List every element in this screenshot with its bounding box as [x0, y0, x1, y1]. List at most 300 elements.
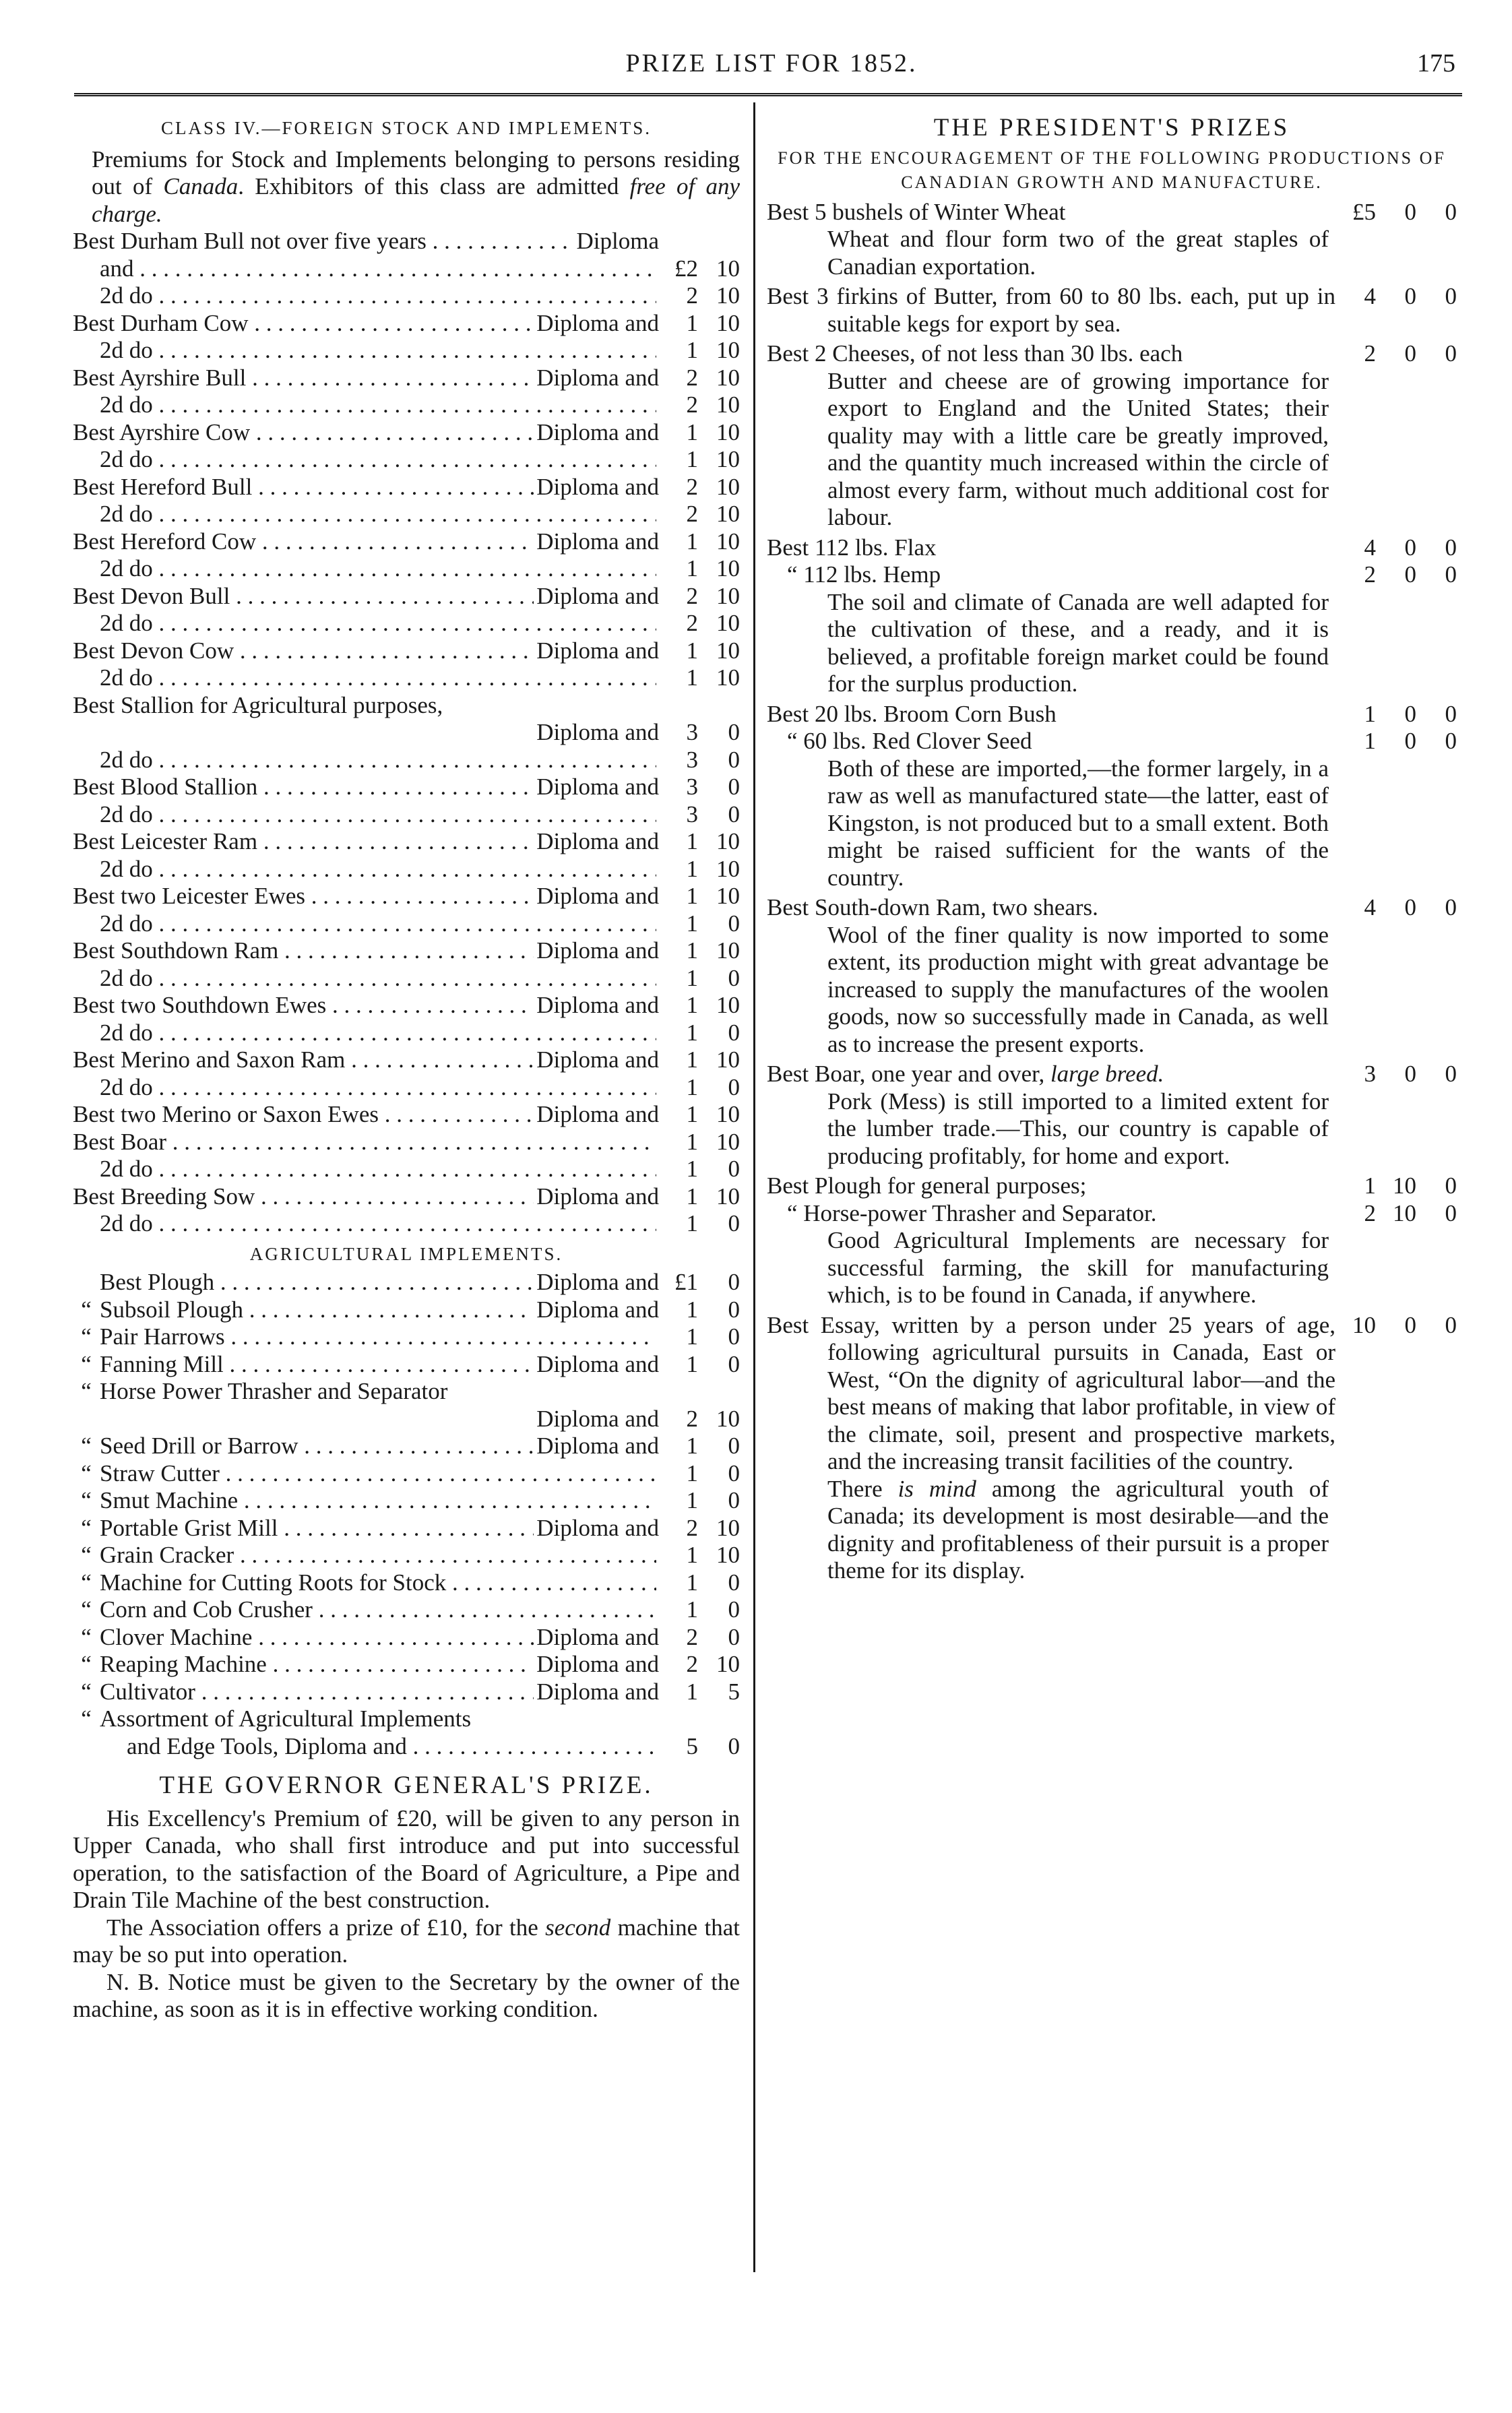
- prize-label-text: 2d do: [100, 501, 153, 527]
- prize-diploma: Diploma and: [536, 1350, 659, 1377]
- prize-label: [73, 1460, 656, 1488]
- prize-label: [73, 583, 534, 610]
- prize-row: [73, 555, 740, 583]
- prize-row: [73, 1542, 740, 1569]
- prize-description: Best South-down Ram, two shears.: [767, 894, 1098, 920]
- prize-label-text: Portable Grist Mill: [100, 1514, 278, 1541]
- amount-part: 0: [1445, 1311, 1457, 1338]
- prize-shillings: 0: [728, 774, 740, 800]
- ditto-mark: “: [81, 1678, 92, 1705]
- prize-shillings: 10: [716, 610, 740, 636]
- prize-description: Best 20 lbs. Broom Corn Bush: [767, 700, 1057, 727]
- prize-pounds: 1: [686, 855, 698, 882]
- president-prize: [767, 1172, 1457, 1309]
- prize-label: [73, 1679, 534, 1706]
- prize-pounds: 2: [686, 1405, 698, 1432]
- prize-shillings: 0: [728, 719, 740, 745]
- class-heading: CLASS IV.—FOREIGN STOCK AND IMPLEMENTS.: [160, 118, 652, 138]
- prize-pounds: 1: [686, 1433, 698, 1459]
- prize-shillings: 10: [716, 883, 740, 909]
- prize-line: [767, 283, 1457, 338]
- amount-part: 1: [1364, 728, 1376, 754]
- prize-row: [73, 937, 740, 965]
- prize-text-italic: large breed.: [1050, 1061, 1164, 1087]
- prize-row: [73, 228, 740, 255]
- prize-shillings: 0: [728, 1569, 740, 1596]
- prize-shillings: 5: [728, 1678, 740, 1705]
- prize-label-text: Best Hereford Bull: [73, 473, 253, 500]
- prize-shillings: 0: [728, 1073, 740, 1100]
- prize-description: “ 112 lbs. Hemp: [787, 561, 941, 588]
- prize-pounds: 1: [686, 1569, 698, 1596]
- prize-amount: [1335, 561, 1457, 589]
- prize-label: [73, 1487, 656, 1515]
- prize-line: [767, 561, 1457, 589]
- prize-diploma: Diploma and: [536, 637, 659, 664]
- prize-pounds: 2: [686, 473, 698, 500]
- amount-part: 0: [1404, 198, 1416, 225]
- prize-row: [73, 664, 740, 692]
- prize-pounds: 2: [686, 1651, 698, 1677]
- prize-label-text: Best two Leicester Ewes: [73, 883, 306, 909]
- prize-label-text: 2d do: [100, 746, 153, 773]
- prize-row: [73, 1020, 740, 1047]
- prize-pounds: 1: [686, 964, 698, 991]
- prize-pounds: 2: [686, 501, 698, 527]
- prize-pounds: 3: [686, 719, 698, 745]
- prize-diploma: Diploma: [576, 228, 659, 254]
- prize-shillings: 10: [716, 1046, 740, 1073]
- prize-text: Best Boar, one year and over,: [767, 1061, 1050, 1087]
- ditto-mark: “: [81, 1378, 92, 1404]
- ditto-mark: “: [81, 1623, 92, 1650]
- prize-diploma: Diploma and: [536, 1183, 659, 1210]
- prize-description: Best 2 Cheeses, of not less than 30 lbs. each: [767, 340, 1183, 367]
- header-rule: [74, 93, 1462, 99]
- note-text: There: [827, 1475, 898, 1502]
- prize-label-text: Best Boar: [73, 1128, 167, 1155]
- prize-label: [73, 1074, 656, 1102]
- ditto-mark: “: [81, 1569, 92, 1596]
- prize-label: [73, 1406, 534, 1433]
- prize-pounds: 2: [686, 282, 698, 309]
- amount-part: 0: [1404, 894, 1416, 920]
- prize-description: “ 60 lbs. Red Clover Seed: [787, 728, 1032, 754]
- right-column: [767, 115, 1457, 1585]
- prize-diploma: Diploma and: [536, 1651, 659, 1677]
- prize-label: [73, 883, 534, 910]
- para-italic: second: [545, 1914, 611, 1941]
- prize-label-text: Pair Harrows: [100, 1323, 225, 1350]
- prize-row: [73, 828, 740, 856]
- page-number: 175: [1417, 49, 1455, 77]
- prize-shillings: 0: [728, 1487, 740, 1513]
- prize-amount: [1335, 728, 1457, 755]
- prize-row: [73, 1323, 740, 1351]
- prize-shillings: 10: [716, 582, 740, 609]
- prize-label-text: Best Durham Bull not over five years: [73, 228, 427, 254]
- prize-pounds: 2: [686, 582, 698, 609]
- amount-part: 0: [1445, 283, 1457, 309]
- amount-part: 0: [1404, 700, 1416, 727]
- prize-diploma: Diploma and: [536, 719, 659, 745]
- column-divider: [753, 102, 755, 2272]
- prize-diploma: Diploma and: [536, 473, 659, 500]
- prize-row: [73, 1183, 740, 1211]
- ditto-mark: “: [81, 1487, 92, 1513]
- prize-label-text: Best Stallion for Agricultural purposes,: [73, 691, 443, 718]
- prize-shillings: 0: [728, 1732, 740, 1759]
- prize-label: [73, 992, 534, 1020]
- ditto-mark: “: [81, 1433, 92, 1459]
- prize-label: [73, 1269, 534, 1296]
- ditto-mark: “: [81, 1651, 92, 1677]
- prize-label: [73, 474, 534, 501]
- prize-label-text: Best Blood Stallion: [73, 774, 258, 800]
- amount-part: 0: [1445, 534, 1457, 561]
- prize-label-text: 2d do: [100, 610, 153, 636]
- prize-amount: [1335, 534, 1457, 562]
- prize-shillings: 10: [716, 1101, 740, 1127]
- prize-shillings: 0: [728, 1156, 740, 1182]
- prize-line: [767, 894, 1457, 922]
- prize-shillings: 10: [716, 555, 740, 582]
- prize-row: [73, 801, 740, 829]
- prize-label-text: 2d do: [100, 910, 153, 937]
- prize-line: [767, 340, 1457, 368]
- implements-heading: AGRICULTURAL IMPLEMENTS.: [249, 1243, 563, 1264]
- prize-shillings: 0: [728, 1210, 740, 1236]
- prize-label: [73, 937, 534, 965]
- prize-amount: [1335, 283, 1457, 311]
- prize-label: [73, 1542, 656, 1569]
- prize-shillings: 10: [716, 528, 740, 555]
- prize-label: [73, 1515, 534, 1542]
- prize-row: [73, 583, 740, 610]
- prize-label-text: Straw Cutter: [100, 1460, 220, 1486]
- prize-pounds: 1: [686, 446, 698, 472]
- prize-shillings: 10: [716, 637, 740, 664]
- prize-label-text: Best Leicester Ram: [73, 828, 258, 854]
- prize-row: [73, 1351, 740, 1379]
- prize-shillings: 10: [716, 992, 740, 1018]
- prize-label: [73, 910, 656, 938]
- prize-label-text: 2d do: [100, 1019, 153, 1046]
- ditto-mark: “: [81, 1705, 92, 1732]
- prize-label: [73, 528, 534, 556]
- prize-row: [73, 365, 740, 392]
- president-prize: [767, 1312, 1457, 1585]
- prize-pounds: 1: [686, 1487, 698, 1513]
- amount-part: 2: [1364, 1199, 1376, 1226]
- para-text: machine that may be so put into operation.: [73, 1914, 740, 1968]
- prize-amount: [1335, 1312, 1457, 1340]
- prize-label-text: Cultivator: [100, 1678, 195, 1705]
- prize-pounds: 1: [686, 1350, 698, 1377]
- prize-pounds: 1: [686, 937, 698, 964]
- prize-label: [73, 637, 534, 665]
- prize-label-text: Fanning Mill: [100, 1350, 224, 1377]
- prize-row: [73, 637, 740, 665]
- prize-diploma: Diploma and: [536, 364, 659, 391]
- prize-shillings: 0: [728, 910, 740, 937]
- prize-amount: [1335, 701, 1457, 728]
- prize-shillings: 0: [728, 1350, 740, 1377]
- prize-row: [73, 1210, 740, 1238]
- prize-label-text: Best Breeding Sow: [73, 1183, 255, 1210]
- amount-part: 0: [1445, 700, 1457, 727]
- prize-row: [73, 337, 740, 365]
- prize-note: [767, 1476, 1457, 1585]
- notice-paragraph: N. B. Notice must be given to the Secretary by the owner of the machine, as soon as it is in effective working condition.: [73, 1968, 740, 2022]
- ditto-mark: “: [81, 1460, 92, 1486]
- prize-row: [73, 255, 740, 283]
- prize-shillings: 0: [728, 1296, 740, 1323]
- amount-part: 0: [1445, 1061, 1457, 1087]
- prize-pounds: 1: [686, 1046, 698, 1073]
- president-prize: [767, 701, 1457, 892]
- amount-part: 0: [1445, 561, 1457, 588]
- prize-row: [73, 446, 740, 474]
- ditto-mark: “: [81, 1542, 92, 1568]
- prize-row: [73, 992, 740, 1020]
- prize-pounds: 1: [686, 555, 698, 582]
- prize-row: [73, 1378, 740, 1406]
- prize-diploma: Diploma and: [536, 1405, 659, 1432]
- prize-line: [767, 728, 1457, 755]
- amount-part: 0: [1404, 340, 1416, 367]
- prize-shillings: 0: [728, 1019, 740, 1046]
- prize-pounds: 1: [686, 1019, 698, 1046]
- intro-text: . Exhibitors of this class are admitted: [238, 173, 630, 199]
- association-prize-paragraph: [73, 1914, 740, 1969]
- prize-shillings: 10: [716, 1183, 740, 1210]
- prize-shillings: 0: [728, 1623, 740, 1650]
- prize-label: [73, 310, 534, 338]
- prize-shillings: 0: [728, 1460, 740, 1486]
- prize-label-text: Reaping Machine: [100, 1651, 267, 1677]
- prize-label: [73, 1733, 656, 1761]
- prize-note: The soil and climate of Canada are well adapted for the cultivation of these, and a ready, and it is believed, a profitable foreign market could be found for the surplus production.: [827, 588, 1329, 697]
- prize-label-text: 2d do: [100, 1210, 153, 1236]
- prize-label-text: Best Devon Bull: [73, 582, 230, 609]
- prize-label-text: 2d do: [100, 1073, 153, 1100]
- amount-part: 0: [1445, 728, 1457, 754]
- prize-shillings: 10: [716, 1651, 740, 1677]
- prize-amount: [1335, 340, 1457, 368]
- amount-part: £5: [1352, 198, 1376, 225]
- prize-label-text: Best Plough: [100, 1269, 215, 1295]
- prize-shillings: 10: [716, 473, 740, 500]
- prize-note: Pork (Mess) is still imported to a limited extent for the lumber trade.—This, our country is capable of producing profitably, for home and export.: [827, 1088, 1329, 1169]
- prize-label: [73, 1624, 534, 1652]
- prize-shillings: 10: [716, 282, 740, 309]
- prize-shillings: 10: [716, 1542, 740, 1568]
- prize-diploma: Diploma and: [536, 992, 659, 1018]
- prize-diploma: Diploma and: [536, 937, 659, 964]
- prize-diploma: Diploma and: [536, 528, 659, 555]
- prize-label-text: Best Durham Cow: [73, 309, 249, 336]
- prize-diploma: Diploma and: [536, 1269, 659, 1295]
- amount-part: 2: [1364, 340, 1376, 367]
- prize-shillings: 10: [716, 391, 740, 418]
- prize-diploma: Diploma and: [536, 1514, 659, 1541]
- prize-note: Wheat and flour form two of the great staples of Canadian exportation.: [827, 226, 1329, 280]
- prize-label-text: Smut Machine: [100, 1487, 239, 1513]
- president-prize: [767, 1061, 1457, 1170]
- prize-label-text: Best Southdown Ram: [73, 937, 279, 964]
- prize-row: [73, 692, 740, 720]
- intro-italic: free of any charge.: [92, 173, 741, 227]
- prize-pounds: 1: [686, 528, 698, 555]
- amount-part: 10: [1393, 1199, 1416, 1226]
- prize-line: [767, 1200, 1457, 1228]
- prize-pounds: 1: [686, 1073, 698, 1100]
- president-prize: [767, 534, 1457, 698]
- prize-line: [767, 1061, 1457, 1088]
- prize-shillings: 10: [716, 309, 740, 336]
- prize-row: [73, 419, 740, 447]
- amount-part: 0: [1445, 1172, 1457, 1199]
- prize-pounds: 1: [686, 910, 698, 937]
- prize-shillings: 0: [728, 1323, 740, 1350]
- prize-shillings: 0: [728, 1596, 740, 1623]
- prize-label: [73, 365, 534, 392]
- prize-amount: [1335, 1061, 1457, 1088]
- prize-pounds: 1: [686, 1596, 698, 1623]
- prize-diploma: Diploma and: [536, 1101, 659, 1127]
- prize-description: Best 5 bushels of Winter Wheat: [767, 198, 1066, 225]
- prize-shillings: 10: [716, 1405, 740, 1432]
- prize-label: [73, 1020, 656, 1047]
- prize-label: [73, 664, 656, 692]
- prize-pounds: 2: [686, 1514, 698, 1541]
- prize-label: [73, 1101, 534, 1129]
- prize-row: [73, 1733, 740, 1761]
- ditto-mark: “: [81, 1596, 92, 1623]
- prize-note: Wool of the finer quality is now imported to some extent, its production might with great advantage be increased to supply the manufactures of the woolen goods, now so successfully made in Canada, as well as to increase the present exports.: [827, 921, 1329, 1057]
- prize-row: [73, 1651, 740, 1679]
- prize-label: [73, 1705, 656, 1733]
- prize-label: [73, 282, 656, 310]
- note-text: among the agricultural youth of Canada; its development is most desirable—and the dignity and profitableness of their pursuit is a proper theme for its display.: [827, 1475, 1329, 1584]
- prize-amount: [1335, 894, 1457, 922]
- prize-description: [767, 1061, 1335, 1088]
- implements-prize-list: [73, 1269, 740, 1760]
- prize-label: [73, 610, 656, 637]
- prize-pounds: 1: [686, 992, 698, 1018]
- prize-label-text: 2d do: [100, 855, 153, 882]
- prize-label: [73, 1046, 534, 1074]
- prize-label: [73, 801, 656, 829]
- prize-row: [73, 1487, 740, 1515]
- prize-pounds: 1: [686, 828, 698, 854]
- prize-label: [73, 1351, 534, 1379]
- amount-part: 4: [1364, 534, 1376, 561]
- prize-diploma: Diploma and: [536, 418, 659, 445]
- amount-part: 0: [1404, 728, 1416, 754]
- governor-prize-paragraph: His Excellency's Premium of £20, will be given to any person in Upper Canada, who shall first introduce and put into successful operation, to the satisfaction of the Board of Agriculture, a Pipe and Drain Tile Machine of the best construction.: [73, 1805, 740, 1913]
- prize-amount: [1335, 1200, 1457, 1228]
- prize-line: [767, 1312, 1457, 1476]
- prize-label-text: Best Ayrshire Bull: [73, 364, 247, 391]
- presidents-prize-list: [767, 199, 1457, 1585]
- prize-diploma: Diploma and: [536, 828, 659, 854]
- prize-label-text: 2d do: [100, 282, 153, 309]
- prize-pounds: 1: [686, 664, 698, 691]
- prize-row: [73, 1433, 740, 1460]
- prize-shillings: 0: [728, 746, 740, 773]
- prize-note: Butter and cheese are of growing importance for export to England and the United States; their quality may with a little care be greatly improved, and the quantity much increased within the circle of almost every farm, without much additional cost for labour.: [827, 367, 1329, 530]
- prize-shillings: 10: [716, 418, 740, 445]
- intro-text: Premiums for Stock and Implements belonging to persons residing out of: [92, 146, 740, 199]
- prize-diploma: Diploma and: [536, 1623, 659, 1650]
- prize-row: [73, 1101, 740, 1129]
- prize-pounds: 5: [686, 1732, 698, 1759]
- prize-label: [73, 1156, 656, 1183]
- prize-pounds: 3: [686, 746, 698, 773]
- prize-label: [73, 856, 656, 883]
- prize-label: [73, 965, 656, 993]
- prize-row: [73, 1156, 740, 1183]
- prize-label-text: Best Merino and Saxon Ram: [73, 1046, 346, 1073]
- prize-pounds: 1: [686, 1296, 698, 1323]
- prize-pounds: 1: [686, 1183, 698, 1210]
- governor-prize-title: THE GOVERNOR GENERAL'S PRIZE.: [159, 1772, 654, 1799]
- prize-label: [73, 228, 574, 255]
- prize-label: [73, 501, 656, 528]
- prize-pounds: 2: [686, 391, 698, 418]
- prize-label: [73, 692, 656, 720]
- prize-row: [73, 1046, 740, 1074]
- prize-pounds: 3: [686, 774, 698, 800]
- prize-label: [73, 828, 534, 856]
- prize-shillings: 0: [728, 801, 740, 827]
- prize-line: [767, 1172, 1457, 1200]
- prize-pounds: £2: [674, 255, 698, 282]
- prize-pounds: 2: [686, 1623, 698, 1650]
- prize-row: [73, 1624, 740, 1652]
- prize-pounds: 1: [686, 1156, 698, 1182]
- amount-part: 0: [1404, 1061, 1416, 1087]
- prize-amount: [1335, 199, 1457, 226]
- prize-shillings: 10: [716, 364, 740, 391]
- prize-label-text: Best Hereford Cow: [73, 528, 257, 555]
- prize-pounds: 1: [686, 1678, 698, 1705]
- prize-pounds: 1: [686, 1323, 698, 1350]
- prize-shillings: 10: [716, 855, 740, 882]
- prize-shillings: 10: [716, 255, 740, 282]
- prize-row: [73, 1296, 740, 1324]
- prize-pounds: 1: [686, 883, 698, 909]
- prize-pounds: 1: [686, 1210, 698, 1236]
- prize-pounds: 1: [686, 418, 698, 445]
- prize-label: [73, 1433, 534, 1460]
- prize-label-text: 2d do: [100, 391, 153, 418]
- prize-label: [73, 555, 656, 583]
- para-text: The Association offers a prize of £10, for the: [106, 1914, 546, 1941]
- prize-row: [73, 774, 740, 801]
- president-prize: [767, 199, 1457, 281]
- prize-label-text: Best Ayrshire Cow: [73, 418, 251, 445]
- prize-label: [73, 1129, 656, 1156]
- prize-label-text: Grain Cracker: [100, 1542, 234, 1568]
- prize-label-text: 2d do: [100, 664, 153, 691]
- ditto-mark: “: [81, 1323, 92, 1350]
- prize-pounds: 1: [686, 637, 698, 664]
- prize-row: [73, 528, 740, 556]
- ditto-mark: “: [81, 1296, 92, 1323]
